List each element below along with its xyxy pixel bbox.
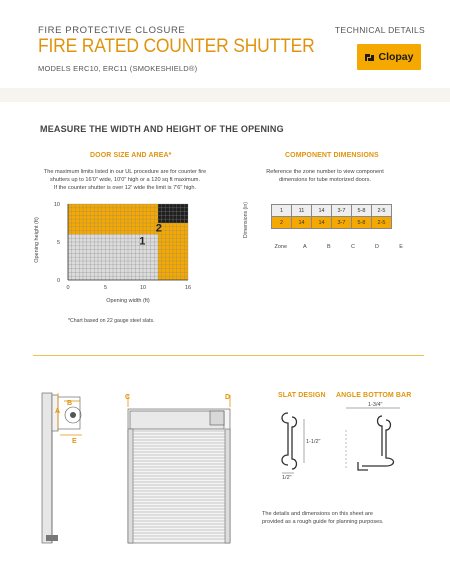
chart-x-tick-label: 0: [66, 285, 70, 291]
clopay-logo: [357, 44, 421, 70]
door-size-heading: DOOR SIZE AND AREA*: [90, 152, 172, 159]
door-size-text: [30, 168, 220, 192]
disclaimer-line: provided as a rough guide for planning purposes.: [262, 519, 384, 525]
table-row: [272, 205, 392, 217]
component-dimensions-table: [271, 204, 392, 229]
chart-y-tick-label: 5: [56, 240, 60, 246]
door-size-line: The maximum limits listed in our UL procedure are for counter fire: [43, 169, 207, 175]
chart-y-tick-label: 0: [56, 278, 60, 284]
table-cell: 2: [272, 217, 292, 229]
technical-details-label: TECHNICAL DETAILS: [334, 25, 425, 35]
document-kicker: FIRE PROTECTIVE CLOSURE: [38, 25, 186, 36]
chart-y-axis-label: Opening height (ft): [34, 217, 40, 263]
zone-column: E: [399, 244, 403, 250]
dim-label-d: D: [225, 394, 231, 401]
door-size-line: If the counter shutter is over 12' wide the limit is 7'6" high.: [53, 185, 197, 191]
table-cell: 5-8: [352, 217, 372, 229]
table-row: [272, 217, 392, 229]
chart-x-tick-label: 16: [184, 285, 192, 291]
slat-design-drawing: [268, 405, 338, 480]
clopay-logo-icon: [364, 52, 375, 63]
table-cell: 2-5: [372, 205, 392, 217]
component-dimensions-text: [240, 168, 410, 184]
chart-x-tick-label: 10: [139, 285, 147, 291]
zone-header-row: [271, 235, 411, 253]
component-line: dimensions for tube motorized doors.: [278, 177, 372, 183]
table-cell: 1: [272, 205, 292, 217]
section-divider: [33, 355, 424, 356]
door-size-line: shutters up to 16'0" wide, 10'0" high or a 120 sq ft maximum.: [49, 177, 201, 183]
table-cell: 14: [312, 217, 332, 229]
zone-column: C: [350, 244, 355, 250]
logo-text: Clopay: [378, 51, 414, 63]
chart-x-axis-label: Opening width (ft): [106, 298, 150, 304]
component-line: Reference the zone number to view component: [266, 169, 384, 175]
chart-grid: [68, 204, 188, 280]
dim-label-c: C: [125, 394, 131, 401]
angle-bottom-bar-heading: ANGLE BOTTOM BAR: [336, 392, 412, 399]
table-cell: 14: [312, 205, 332, 217]
table-cell: 3-7: [332, 205, 352, 217]
angle-bottom-bar-drawing: [338, 400, 418, 485]
measure-heading: MEASURE THE WIDTH AND HEIGHT OF THE OPENING: [40, 124, 284, 134]
door-size-chart: [28, 196, 208, 311]
chart-x-tick-label: 5: [103, 285, 108, 291]
slat-depth-dim: 1/2": [282, 475, 292, 480]
zone-column: B: [327, 244, 331, 250]
header-band: [0, 88, 450, 102]
chart-footnote: *Chart based on 22 gauge steel slats.: [68, 318, 155, 324]
disclaimer-line: The details and dimensions on this sheet are: [262, 511, 374, 517]
shutter-section-drawing: [30, 385, 265, 555]
slat-design-heading: SLAT DESIGN: [278, 392, 326, 399]
table-cell: 5-8: [352, 205, 372, 217]
component-dimensions-heading: COMPONENT DIMENSIONS: [285, 152, 379, 159]
dim-label-a: A: [55, 408, 61, 415]
zone-column: D: [374, 244, 379, 250]
dim-label-b: B: [67, 400, 73, 407]
chart-zone-label: 2: [155, 222, 162, 235]
models-subtitle: MODELS ERC10, ERC11 (SMOKESHIELD®): [38, 64, 198, 73]
dim-label-e: E: [72, 438, 77, 445]
table-cell: 3-7: [332, 217, 352, 229]
table-cell: 14: [292, 217, 312, 229]
chart-y-tick-label: 10: [53, 202, 60, 208]
table-cell: 11: [292, 205, 312, 217]
disclaimer-text: [262, 510, 422, 526]
zone-column: A: [303, 244, 307, 250]
chart-zone-label: 1: [139, 235, 146, 248]
table-cell: 2-5: [372, 217, 392, 229]
page-title: FIRE RATED COUNTER SHUTTER: [38, 36, 315, 57]
bar-width-dim: 1-3/4": [368, 402, 383, 408]
zone-header: Zone: [274, 244, 288, 250]
slat-height-dim: 1-1/2": [306, 439, 321, 445]
dimensions-axis-label: Dimensions (in): [243, 201, 249, 238]
